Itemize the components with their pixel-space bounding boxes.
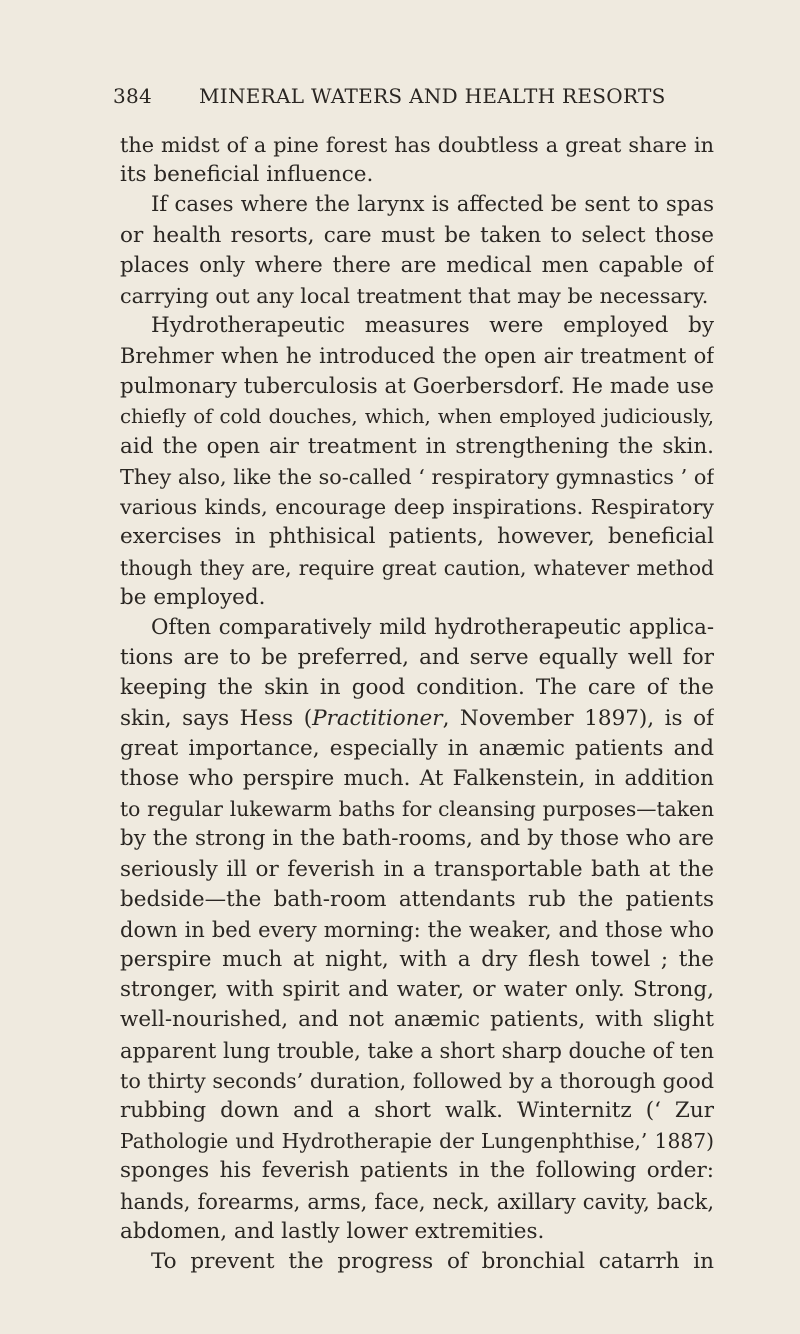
text-line: tions are to be preferred, and serve equally well for	[120, 645, 714, 671]
running-title: MINERAL WATERS AND HEALTH RESORTS	[199, 84, 666, 108]
text-line: Brehmer when he introduced the open air treatment of	[120, 344, 714, 369]
text-line: to thirty seconds’ duration, followed by a thorough good	[120, 1068, 714, 1093]
text-line: or health resorts, care must be taken to select those	[120, 222, 714, 248]
text-line: well-nourished, and not anæmic patients, with slight	[120, 1007, 714, 1033]
body-text	[120, 130, 714, 1277]
text-line: Pathologie und Hydrotherapie der Lungenphthise,’ 1887)	[120, 1129, 714, 1154]
text-line: down in bed every morning: the weaker, and those who	[120, 917, 714, 942]
text-line: its beneficial influence.	[120, 162, 374, 188]
text-line: exercises in phthisical patients, however, beneficial	[120, 524, 714, 550]
text-line: aid the open air treatment in strengthening the skin.	[120, 433, 714, 459]
text-line: by the strong in the bath-rooms, and by those who are	[120, 826, 714, 852]
text-line: seriously ill or feverish in a transportable bath at the	[120, 856, 714, 882]
page-number: 384	[113, 84, 153, 108]
text-line: To prevent the progress of bronchial catarrh in	[151, 1248, 714, 1274]
text-line: carrying out any local treatment that may be necessary.	[120, 283, 709, 308]
text-line: If cases where the larynx is affected be sent to spas	[151, 192, 714, 218]
text-line: sponges his feverish patients in the following order:	[120, 1158, 714, 1184]
text-line: hands, forearms, arms, face, neck, axillary cavity, back,	[120, 1189, 714, 1214]
journal-title: Practitioner	[312, 705, 443, 731]
text-line: stronger, with spirit and water, or water only. Strong,	[120, 977, 714, 1003]
text-line: keeping the skin in good condition. The care of the	[120, 675, 714, 701]
text-line-with-citation	[120, 704, 714, 734]
text-line: places only where there are medical men capable of	[120, 252, 714, 278]
text-line: apparent lung trouble, take a short sharp douche of ten	[120, 1038, 714, 1063]
text-line: various kinds, encourage deep inspirations. Respiratory	[120, 495, 714, 520]
text-line: pulmonary tuberculosis at Goerbersdorf. He made use	[120, 373, 714, 399]
text-line: rubbing down and a short walk. Winternitz (‘ Zur	[120, 1098, 714, 1123]
text-line: abdomen, and lastly lower extremities.	[120, 1218, 545, 1244]
text-segment: , November 1897), is of	[442, 705, 714, 731]
text-line: be employed.	[120, 584, 266, 610]
page-header	[113, 84, 713, 114]
text-segment: skin, says Hess (	[120, 705, 313, 731]
text-line: great importance, especially in anæmic patients and	[120, 735, 714, 761]
text-line: to regular lukewarm baths for cleansing purposes—taken	[120, 797, 714, 822]
text-line: though they are, require great caution, whatever method	[120, 555, 714, 580]
text-line: those who perspire much. At Falkenstein, in addition	[120, 765, 714, 791]
text-line: Often comparatively mild hydrotherapeutic applica-	[151, 615, 714, 640]
text-line: perspire much at night, with a dry flesh towel ; the	[120, 947, 714, 973]
text-line: bedside—the bath-room attendants rub the patients	[120, 886, 714, 912]
text-line: Hydrotherapeutic measures were employed by	[151, 313, 714, 339]
text-line: chiefly of cold douches, which, when employed judiciously,	[120, 404, 714, 428]
text-line: the midst of a pine forest has doubtless a great share in	[120, 133, 714, 157]
text-line: They also, like the so-called ‘ respiratory gymnastics ’ of	[120, 465, 714, 490]
